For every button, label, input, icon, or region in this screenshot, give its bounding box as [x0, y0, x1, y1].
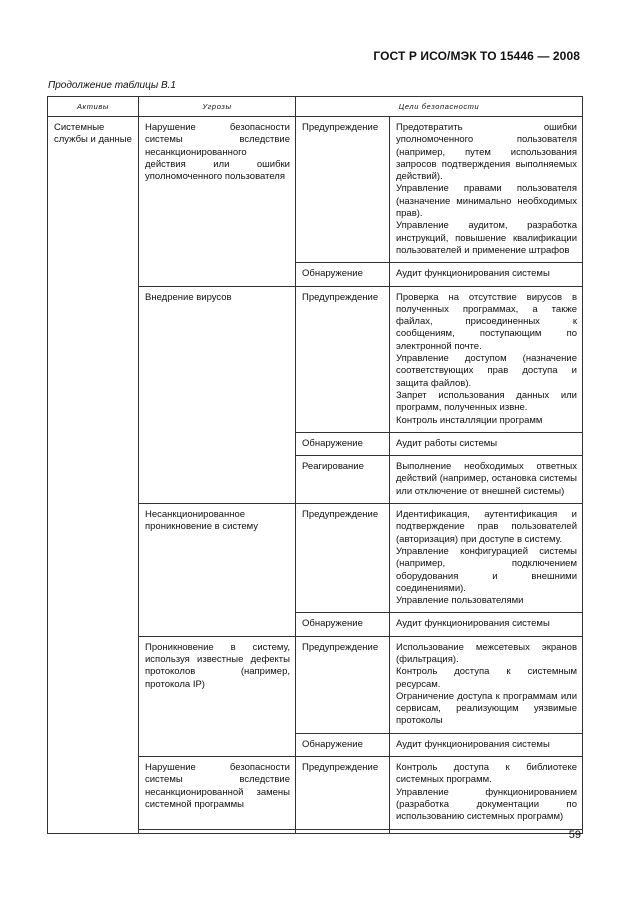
threat-cell: Нарушение безопасности системы вследствие несанкционированной замены системной программы	[139, 757, 296, 829]
objectives-cell	[390, 456, 583, 504]
column-header-assets: Активы	[48, 97, 139, 117]
threat-cell: Внедрение вирусов	[139, 286, 296, 503]
objective-item: Контроль инсталляции программ	[396, 414, 543, 426]
objective-item: Запрет использования данных или программ, полученных извне.	[396, 389, 577, 414]
threat-cell: Несанкционированное проникновение в систему	[139, 504, 296, 637]
category-cell: Реагирование	[296, 456, 390, 504]
objective-item: Ограничение доступа к программам или сервисам, реализующим уязвимые протоколы	[396, 690, 577, 727]
column-header-security-objectives: Цели безопасности	[296, 97, 583, 117]
objectives-cell	[390, 117, 583, 263]
objectives-cell	[390, 636, 583, 733]
category-cell: Предупреждение	[296, 504, 390, 613]
objective-item: Управление функционированием (разработка документации по использованию системных программ)	[396, 786, 577, 823]
category-cell: Предупреждение	[296, 636, 390, 733]
objective-item: Управление пользователями	[396, 595, 524, 607]
category-cell: Обнаружение	[296, 613, 390, 636]
objective-item: Использование межсетевых экранов (фильтрация).	[396, 641, 577, 665]
objectives-cell	[390, 263, 583, 286]
objective-item: Выполнение необходимых ответных действий (например, остановка системы или отключение от внешней системы)	[396, 461, 577, 497]
objective-item: Контроль доступа к системным ресурсам.	[396, 666, 577, 690]
objective-item: Управление правами пользователя (назначение минимально необходимых прав).	[396, 183, 577, 220]
column-header-threats: Угрозы	[139, 97, 296, 117]
table-row	[48, 117, 583, 263]
objectives-cell	[390, 286, 583, 432]
security-objectives-table	[47, 96, 583, 834]
objective-item: Управление аудитом, разработка инструкций, повышение квалификации пользователей и применение штрафов	[396, 220, 577, 256]
category-cell: Обнаружение	[296, 432, 390, 455]
objective-item: Аудит функционирования системы	[396, 738, 550, 750]
category-cell: Предупреждение	[296, 117, 390, 263]
threat-cell: Нарушение безопасности системы вследствие несанкционированного действия или ошибки уполномоченного пользователя	[139, 117, 296, 287]
threat-cell: Проникновение в систему, используя известные дефекты протоколов (например, протокола IP)	[139, 636, 296, 756]
objective-item: Аудит функционирования системы	[396, 618, 550, 630]
objectives-cell	[390, 504, 583, 613]
objective-item: Контроль доступа к библиотеке системных программ.	[396, 762, 577, 786]
objectives-cell	[390, 733, 583, 756]
objective-item: Предотвратить ошибки уполномоченного пользователя (например, путем использования запросов подтверждения выполняемых действий).	[396, 122, 577, 183]
objective-item: Проверка на отсутствие вирусов в полученных программах, а также файлах, присоединенных к сообщениям, поступающим по электронной почте.	[396, 291, 577, 352]
table-continuation-cell	[296, 829, 390, 833]
objective-item: Управление конфигурацией системы (например, подключением оборудования и внешними соединениями).	[396, 545, 577, 594]
category-cell: Предупреждение	[296, 286, 390, 432]
table-header-row	[48, 97, 583, 117]
objective-item: Аудит работы системы	[396, 437, 498, 449]
category-cell: Предупреждение	[296, 757, 390, 829]
table-continuation-cell	[390, 829, 583, 833]
objective-item: Управление доступом (назначение соответствующих прав доступа и защита файлов).	[396, 353, 577, 389]
asset-cell: Системные службы и данные	[48, 117, 139, 834]
category-cell: Обнаружение	[296, 733, 390, 756]
table-caption: Продолжение таблицы В.1	[48, 80, 176, 91]
objectives-cell	[390, 757, 583, 829]
objective-item: Идентификация, аутентификация и подтверждение прав пользователей (авторизация) при доступе в систему.	[396, 509, 577, 545]
standard-code: ГОСТ Р ИСО/МЭК ТО 15446 — 2008	[373, 49, 580, 63]
objectives-cell	[390, 432, 583, 455]
objectives-cell	[390, 613, 583, 636]
table-continuation-cell	[139, 829, 296, 833]
page-number: 59	[568, 829, 581, 841]
objective-item: Аудит функционирования системы	[396, 268, 550, 280]
category-cell: Обнаружение	[296, 263, 390, 286]
